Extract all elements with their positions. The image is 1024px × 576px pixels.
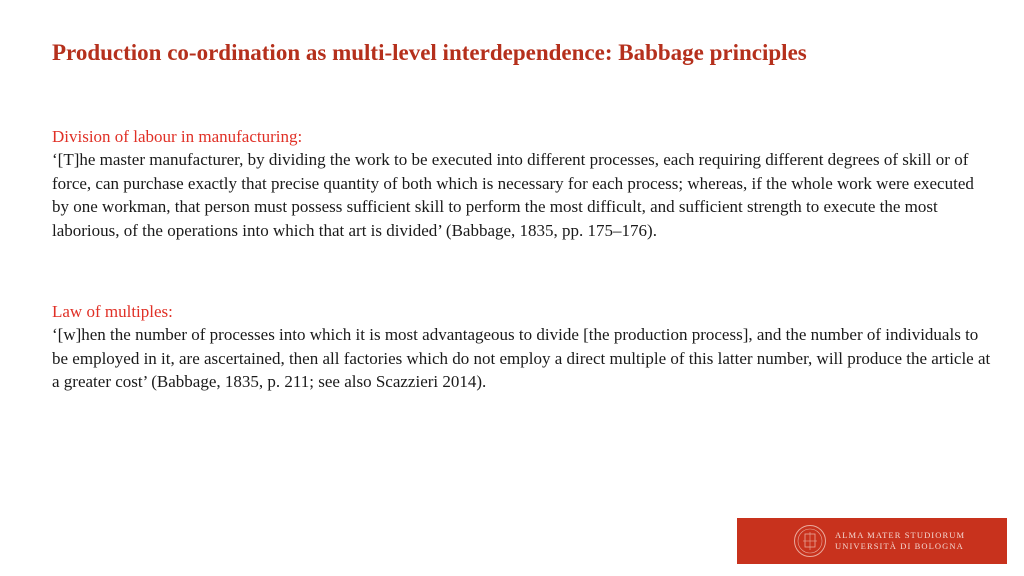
section-quote: ‘[T]he master manufacturer, by dividing the work to be executed into different processes, each requiring different degrees of skill or of force, can purchase exactly that precise quantity of both which is necessary for each process; whereas, if the whole work were executed by one workman, that person must possess sufficient skill to perform the most difficult, and sufficient strength to execute the most laborious, of the operations into which that art is divided’ (Babbage, 1835, pp. 175–176).	[52, 150, 974, 240]
university-logo	[737, 518, 1007, 564]
university-name	[835, 530, 965, 552]
university-name-line-2: UNIVERSITÀ DI BOLOGNA	[835, 541, 964, 551]
section-quote: ‘[w]hen the number of processes into which it is most advantageous to divide [the production process], and the number of individuals to be employed in it, are ascertained, then all factories which do not employ a direct multiple of this latter number, will produce the article at a greater cost’ (Babbage, 1835, p. 211; see also Scazzieri 2014).	[52, 325, 991, 391]
university-name-line-1: ALMA MATER STUDIORUM	[835, 530, 966, 540]
university-seal-icon	[793, 524, 827, 558]
section-heading: Division of labour in manufacturing:	[52, 127, 303, 146]
section-heading: Law of multiples:	[52, 302, 173, 321]
slide-title: Production co-ordination as multi-level interdependence: Babbage principles	[52, 40, 807, 65]
section-division-of-labour	[52, 125, 992, 242]
section-law-of-multiples	[52, 300, 992, 394]
